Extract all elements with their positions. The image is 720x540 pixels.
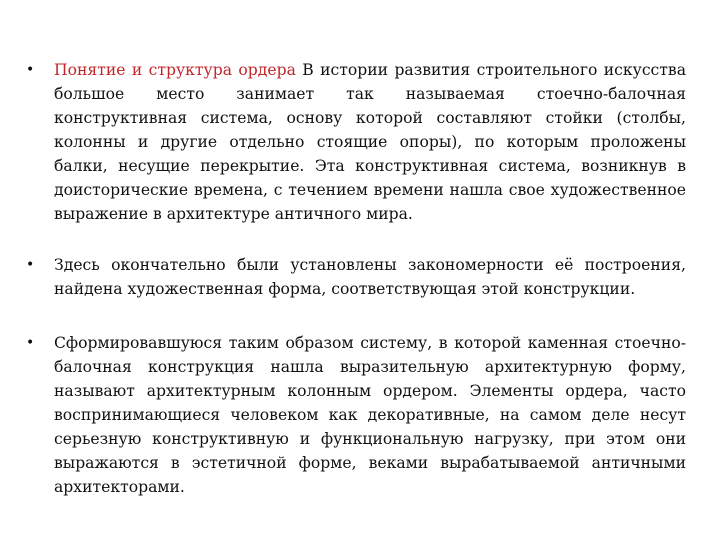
highlighted-term: Понятие и структура ордера [54,61,296,79]
bullet-text: Сформировавшуюся таким образом систему, в которой каменная стоечно-балочная конструкция нашла выразительную архитектурную форму, называют архитектурным колонным ордером. Элементы ордера, часто воспринимающиеся человеком как декоративные, на самом деле несут серьезную конструктивную и функциональную нагрузку, при этом они выражаются в эстетичной форме, веками вырабатываемой античными архитекторами. [54,334,686,496]
bullet-dot-icon: • [26,62,35,78]
bullet-text: Здесь окончательно были установлены закономерности её построения, найдена художественная форма, соответствующая этой конструкции. [54,256,686,298]
bullet-list [26,58,686,526]
bullet-item [26,253,686,301]
bullet-text: В истории развития строительного искусства большое место занимает так называемая стоечно-балочная конструктивная система, основу которой составляют стойки (столбы, колонны и другие отдельно стоящие опоры), по которым проложены балки, несущие перекрытие. Эта конструктивная система, возникнув в доисторические времена, с течением времени нашла свое художественное выражение в архитектуре античного мира. [54,61,686,223]
bullet-item [26,331,686,499]
bullet-dot-icon: • [26,335,35,351]
bullet-item [26,58,686,226]
bullet-dot-icon: • [26,257,35,273]
